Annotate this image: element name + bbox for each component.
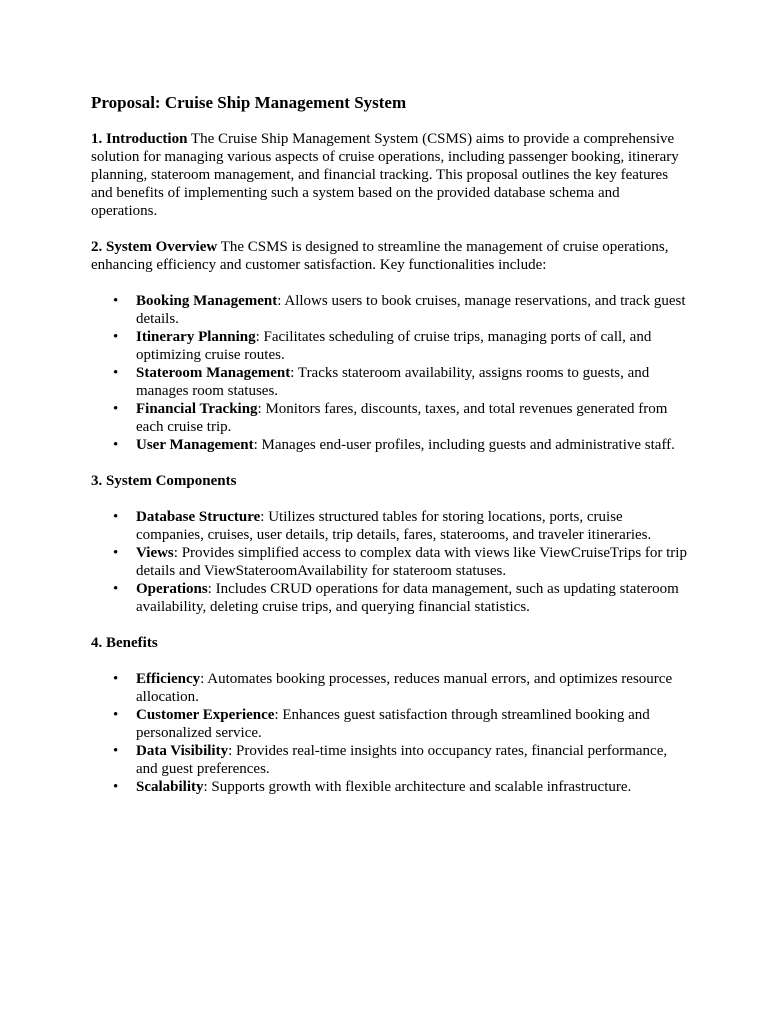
- section-heading: 1. Introduction: [91, 131, 188, 147]
- item-desc: : Enhances guest satisfaction through streamlined booking and personalized service.: [136, 707, 650, 741]
- list-item: [113, 436, 688, 454]
- list-item: [113, 742, 688, 778]
- bullet-icon: •: [113, 545, 119, 561]
- bullet-icon: •: [113, 293, 119, 309]
- item-term: Views: [136, 545, 174, 561]
- overview-list: [91, 292, 688, 454]
- bullet-icon: •: [113, 707, 119, 723]
- item-term: Data Visibility: [136, 743, 229, 759]
- item-term: Customer Experience: [136, 707, 275, 723]
- item-desc: : Tracks stateroom availability, assigns rooms to guests, and manages room statuses.: [136, 365, 650, 399]
- item-term: Booking Management: [136, 293, 278, 309]
- components-list: [91, 508, 688, 616]
- item-desc: : Includes CRUD operations for data management, such as updating stateroom availability, deleting cruise trips, and querying financial statistics.: [136, 581, 679, 615]
- section-text: The CSMS is designed to streamline the management of cruise operations, enhancing efficiency and customer satisfaction. Key functionalities include:: [91, 239, 669, 273]
- list-item: [113, 328, 688, 364]
- item-desc: : Automates booking processes, reduces manual errors, and optimizes resource allocation.: [136, 671, 673, 705]
- item-term: Operations: [136, 581, 208, 597]
- item-term: Itinerary Planning: [136, 329, 256, 345]
- bullet-icon: •: [113, 437, 119, 453]
- list-item: [113, 400, 688, 436]
- bullet-icon: •: [113, 581, 119, 597]
- document-title: Proposal: Cruise Ship Management System: [91, 93, 407, 112]
- section-system-overview: [91, 238, 688, 274]
- bullet-icon: •: [113, 401, 119, 417]
- bullet-icon: •: [113, 329, 119, 345]
- section-heading: 2. System Overview: [91, 239, 218, 255]
- item-desc: : Provides real-time insights into occupancy rates, financial performance, and guest preferences.: [136, 743, 668, 777]
- item-desc: : Supports growth with flexible architecture and scalable infrastructure.: [203, 779, 632, 795]
- item-term: Efficiency: [136, 671, 201, 687]
- list-item: [113, 670, 688, 706]
- list-item: [113, 544, 688, 580]
- list-item: [113, 778, 688, 796]
- item-desc: : Facilitates scheduling of cruise trips, managing ports of call, and optimizing cruise routes.: [136, 329, 652, 363]
- item-desc: : Monitors fares, discounts, taxes, and total revenues generated from each cruise trip.: [136, 401, 668, 435]
- section-heading: 3. System Components: [91, 473, 237, 489]
- bullet-icon: •: [113, 509, 119, 525]
- bullet-icon: •: [113, 365, 119, 381]
- item-desc: : Allows users to book cruises, manage reservations, and track guest details.: [136, 293, 686, 327]
- section-heading: 4. Benefits: [91, 635, 158, 651]
- item-term: Stateroom Management: [136, 365, 291, 381]
- section-introduction: [91, 130, 688, 220]
- list-item: [113, 580, 688, 616]
- benefits-list: [91, 670, 688, 796]
- bullet-icon: •: [113, 671, 119, 687]
- item-desc: : Utilizes structured tables for storing locations, ports, cruise companies, cruises, user details, trip details, fares, staterooms, and traveler itineraries.: [136, 509, 652, 543]
- item-term: Financial Tracking: [136, 401, 258, 417]
- item-desc: : Manages end-user profiles, including guests and administrative staff.: [253, 437, 675, 453]
- list-item: [113, 364, 688, 400]
- bullet-icon: •: [113, 779, 119, 795]
- item-term: Database Structure: [136, 509, 261, 525]
- item-term: User Management: [136, 437, 254, 453]
- item-term: Scalability: [136, 779, 204, 795]
- list-item: [113, 508, 688, 544]
- bullet-icon: •: [113, 743, 119, 759]
- list-item: [113, 706, 688, 742]
- list-item: [113, 292, 688, 328]
- item-desc: : Provides simplified access to complex data with views like ViewCruiseTrips for trip details and ViewStateroomAvailability for stateroom statuses.: [136, 545, 687, 579]
- section-text: The Cruise Ship Management System (CSMS) aims to provide a comprehensive solution for managing various aspects of cruise operations, including passenger booking, itinerary planning, stateroom management, and financial tracking. This proposal outlines the key features and benefits of implementing such a system based on the provided database schema and operations.: [91, 131, 679, 219]
